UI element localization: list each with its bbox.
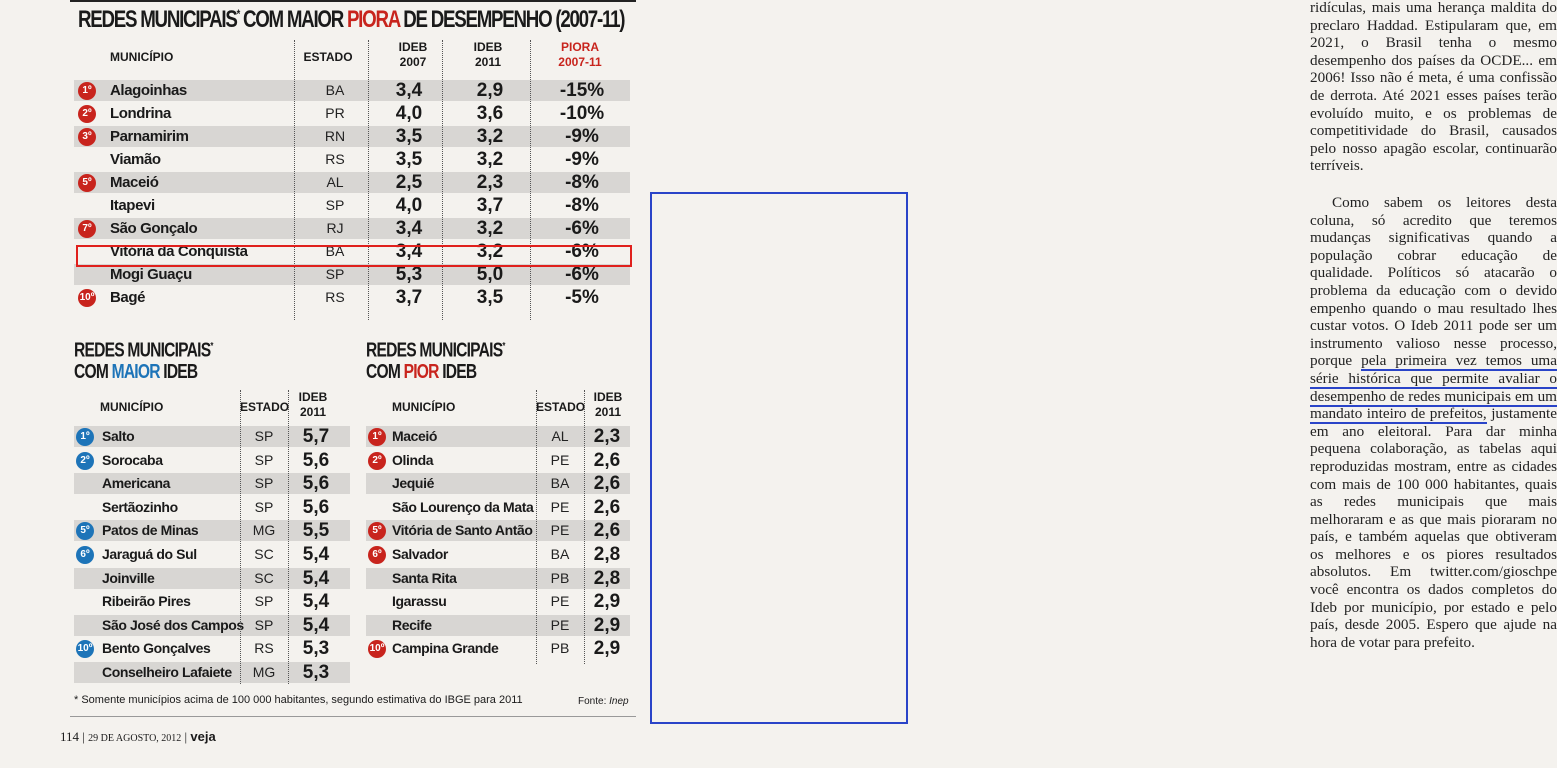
table-row (74, 172, 630, 193)
t3-header-ideb: IDEB 2011 (593, 390, 623, 419)
highlight-box-vitoria-da-conquista (76, 245, 632, 267)
ideb-2011: 2,9 (476, 80, 504, 101)
ideb-2011: 3,2 (476, 218, 504, 239)
ideb-2007: 2,5 (395, 172, 423, 193)
ideb-2011: 3,2 (476, 241, 504, 262)
rank-badge: 10º (78, 289, 96, 307)
t3-header-estado: ESTADO (536, 400, 586, 414)
t1-divider (368, 40, 369, 320)
piora-percent: -9% (565, 126, 599, 147)
main-table-title: REDES MUNICIPAIS* COM MAIOR PIORA DE DESEMPENHO (2007-11) (78, 6, 625, 33)
municipio-name: Ribeirão Pires (102, 593, 191, 610)
estado: PR (325, 105, 345, 121)
estado: BA (325, 82, 345, 98)
rank-badge: 1º (78, 82, 96, 100)
table-row (74, 287, 630, 308)
estado: SP (325, 197, 345, 213)
ideb-2011: 2,6 (593, 496, 621, 518)
municipio-name: Mogi Guaçu (110, 266, 192, 283)
ideb-2011: 5,3 (302, 638, 330, 660)
piora-percent: -15% (559, 80, 605, 101)
estado: RS (254, 640, 274, 657)
table-row (74, 473, 350, 494)
ideb-2007: 3,7 (395, 287, 423, 308)
ideb-2011: 5,7 (302, 426, 330, 447)
table-row (74, 103, 630, 124)
municipio-name: Vitória de Santo Antão (392, 522, 533, 539)
t2-divider (288, 390, 289, 684)
rank-badge: 10º (368, 640, 386, 658)
ideb-2007: 3,4 (395, 241, 423, 262)
ideb-2011: 5,6 (302, 449, 330, 471)
rank-badge: 7º (78, 220, 96, 238)
ideb-2007: 4,0 (395, 103, 423, 124)
t3-divider (536, 390, 537, 664)
table-row (366, 638, 630, 659)
page-footer: 114 | 29 DE AGOSTO, 2012 | veja (60, 729, 216, 744)
ideb-2011: 3,6 (476, 103, 504, 124)
rank-badge: 5º (368, 522, 386, 540)
ideb-2011: 5,0 (476, 264, 504, 285)
estado: BA (325, 243, 345, 259)
t1-header-estado: ESTADO (303, 50, 353, 64)
table-row (74, 615, 350, 636)
municipio-name: Olinda (392, 451, 434, 468)
tables-panel (70, 0, 636, 716)
municipio-name: São Gonçalo (110, 220, 198, 237)
estado: PB (550, 640, 570, 657)
rank-badge: 2º (368, 452, 386, 470)
ideb-2011: 2,8 (593, 544, 621, 565)
t2-header-ideb: IDEB 2011 (298, 390, 328, 419)
table-row (74, 149, 630, 170)
estado: AL (551, 428, 569, 444)
municipio-name: Santa Rita (392, 569, 457, 586)
estado: PE (550, 451, 570, 468)
municipio-name: Alagoinhas (110, 82, 187, 99)
municipio-name: Conselheiro Lafaiete (102, 664, 232, 680)
piora-percent: -8% (565, 172, 599, 193)
ideb-2011: 3,5 (476, 287, 504, 308)
municipio-name: Sorocaba (102, 451, 163, 468)
estado: SC (254, 546, 274, 562)
municipio-name: Itapevi (110, 197, 155, 214)
t1-divider (530, 40, 531, 320)
estado: RJ (326, 220, 344, 236)
estado: BA (550, 475, 570, 492)
ideb-2007: 3,5 (395, 149, 423, 170)
ideb-2007: 3,5 (395, 126, 423, 147)
estado: RS (325, 151, 345, 167)
table-row (74, 638, 350, 659)
footer-rule (70, 716, 636, 717)
table-row (74, 126, 630, 147)
table-row (74, 591, 350, 612)
table-row (366, 497, 630, 518)
table-row (74, 264, 630, 285)
ideb-2011: 5,6 (302, 473, 330, 495)
municipio-name: São José dos Campos (102, 616, 244, 633)
ideb-2011: 3,2 (476, 149, 504, 170)
t2-header-estado: ESTADO (240, 400, 290, 414)
t2-divider (240, 390, 241, 684)
ideb-2011: 2,6 (593, 449, 621, 471)
table-row (366, 450, 630, 471)
rank-badge: 6º (368, 546, 386, 564)
ideb-2011: 2,3 (476, 172, 504, 193)
estado: MG (252, 664, 276, 680)
table-row (74, 195, 630, 216)
table-row (74, 662, 350, 683)
table-row (366, 568, 630, 589)
ideb-2011: 5,4 (302, 614, 330, 636)
ideb-2011: 5,4 (302, 567, 330, 589)
municipio-name: Sertãozinho (102, 498, 178, 515)
table-row (366, 544, 630, 565)
piora-percent: -6% (565, 241, 599, 262)
estado: SP (325, 266, 345, 282)
municipio-name: São Lourenço da Mata (392, 498, 534, 515)
rank-badge: 6º (76, 546, 94, 564)
ideb-2011: 5,4 (302, 591, 330, 613)
estado: SP (254, 593, 274, 610)
table-row (74, 544, 350, 565)
municipio-name: Igarassu (392, 593, 447, 610)
t2-header-municipio: MUNICÍPIO (100, 400, 164, 414)
estado: SP (254, 475, 274, 492)
article-paragraph-1: ridículas, mais uma herança maldita do preclaro Haddad. Estipularam que, em 2021, o Brasil tenha o mesmo desempenho dos países da OCDE... em 2006! Isso não é meta, é uma confissão de derrota. Até 2021 esses países terão evoluído muito, e os problemas de competitividade do Brasil, causados pelo nosso apagão escolar, continuarão terríveis. (1310, 0, 1557, 175)
municipio-name: Vitória da Conquista (110, 243, 248, 260)
piora-percent: -8% (565, 195, 599, 216)
municipio-name: Patos de Minas (102, 522, 199, 539)
estado: PE (550, 498, 570, 515)
rank-badge: 10º (76, 640, 94, 658)
ideb-2011: 3,2 (476, 126, 504, 147)
ideb-2011: 2,9 (593, 591, 621, 613)
t1-header-ideb2011: IDEB 2011 (473, 40, 503, 69)
ideb-2007: 5,3 (395, 264, 423, 285)
estado: PE (550, 593, 570, 610)
rank-badge: 2º (78, 105, 96, 123)
table-row (74, 497, 350, 518)
estado: PE (550, 522, 570, 539)
rank-badge: 1º (368, 428, 386, 446)
ideb-2011: 2,6 (593, 520, 621, 542)
t1-header-piora: PIORA 2007-11 (558, 40, 602, 69)
municipio-name: Jequié (392, 475, 434, 492)
table-row (366, 426, 630, 447)
table-row (74, 568, 350, 589)
table-row (366, 520, 630, 541)
piora-percent: -6% (565, 264, 599, 285)
table-row (74, 450, 350, 471)
estado: SP (254, 498, 274, 515)
t3-divider (584, 390, 585, 664)
ideb-2011: 2,3 (593, 426, 621, 447)
top-rule (70, 0, 636, 2)
ideb-2007: 3,4 (395, 80, 423, 101)
rank-badge: 5º (76, 522, 94, 540)
estado: SC (254, 569, 274, 586)
municipio-name: Londrina (110, 105, 171, 122)
municipio-name: Recife (392, 616, 432, 633)
piora-percent: -10% (559, 103, 605, 124)
municipio-name: Campina Grande (392, 640, 499, 657)
t2-title: REDES MUNICIPAIS* COM MAIOR IDEB (74, 339, 213, 383)
ideb-2007: 4,0 (395, 195, 423, 216)
ideb-2011: 5,3 (302, 662, 330, 683)
ideb-2011: 2,9 (593, 638, 621, 660)
table-row (74, 80, 630, 101)
municipio-name: Bagé (110, 289, 146, 306)
rank-badge: 5º (78, 174, 96, 192)
piora-percent: -6% (565, 218, 599, 239)
table-row (366, 473, 630, 494)
rank-badge: 3º (78, 128, 96, 146)
table-row (74, 426, 350, 447)
municipio-name: Jaraguá do Sul (102, 546, 197, 562)
ideb-2011: 2,8 (593, 567, 621, 589)
municipio-name: Maceió (392, 428, 438, 444)
municipio-name: Salto (102, 428, 135, 444)
t1-header-ideb2007: IDEB 2007 (398, 40, 428, 69)
article-paragraph-2: Como sabem os leitores desta coluna, só acredito que teremos mudanças significativas quando a população cobrar educação de qualidade. Políticos só atacarão o problema da educação com o devido empenho quando o mau resultado lhes custar votos. O Ideb 2011 pode ser um instrumento valioso nesse processo, porque pela primeira vez temos uma série histórica que permite avaliar o desempenho de redes municipais em um mandato inteiro de prefeitos, justamente em ano eleitoral. Para dar minha pequena colaboração, as tabelas aqui reproduzidas mostram, entre as cidades com mais de 100 000 habitantes, quais as redes municipais que mais melhoraram e as que mais pioraram no país, e também aquelas que obtiveram os melhores e os piores resultados absolutos. Em twitter.com/gioschpe você encontra os dados completos do Ideb por município, por estado e pelo país, desde 2005. Espero que ajude na hora de votar para prefeito. (1310, 194, 1557, 651)
table-row (366, 591, 630, 612)
table-row (74, 520, 350, 541)
estado: SP (254, 616, 274, 633)
ideb-2011: 5,4 (302, 544, 330, 565)
municipio-name: Maceió (110, 174, 159, 191)
estado: RS (325, 289, 345, 305)
t3-header-municipio: MUNICÍPIO (392, 400, 456, 414)
rank-badge: 1º (76, 428, 94, 446)
municipio-name: Americana (102, 475, 170, 492)
estado: RN (324, 128, 346, 144)
municipio-name: Joinville (102, 569, 155, 586)
t1-divider (294, 40, 295, 320)
ideb-2011: 5,5 (302, 520, 330, 542)
t1-divider (442, 40, 443, 320)
ideb-2011: 2,9 (593, 614, 621, 636)
estado: SP (254, 451, 274, 468)
municipio-name: Salvador (392, 546, 448, 562)
estado: AL (326, 174, 344, 190)
table-row (366, 615, 630, 636)
estado: PB (550, 569, 570, 586)
t3-title: REDES MUNICIPAIS* COM PIOR IDEB (366, 339, 505, 383)
estado: BA (550, 546, 570, 562)
table-row (74, 218, 630, 239)
ideb-2011: 2,6 (593, 473, 621, 495)
annotation-box (650, 192, 908, 724)
estado: MG (252, 522, 276, 539)
underlined-passage: pela primeira vez temos uma série histórica que permite avaliar o desempenho de redes municipais em um mandato inteiro de prefeitos, (1310, 352, 1557, 423)
piora-percent: -5% (565, 287, 599, 308)
ideb-2011: 5,6 (302, 496, 330, 518)
rank-badge: 2º (76, 452, 94, 470)
estado: PE (550, 616, 570, 633)
footnote: * Somente municípios acima de 100 000 habitantes, segundo estimativa do IBGE para 2011 (74, 694, 523, 706)
ideb-2007: 3,4 (395, 218, 423, 239)
municipio-name: Bento Gonçalves (102, 640, 211, 657)
municipio-name: Parnamirim (110, 128, 189, 145)
source-credit: Fonte: Inep (578, 696, 629, 707)
t1-header-municipio: MUNICÍPIO (110, 50, 174, 64)
piora-percent: -9% (565, 149, 599, 170)
municipio-name: Viamão (110, 151, 161, 168)
estado: SP (254, 428, 274, 444)
ideb-2011: 3,7 (476, 195, 504, 216)
